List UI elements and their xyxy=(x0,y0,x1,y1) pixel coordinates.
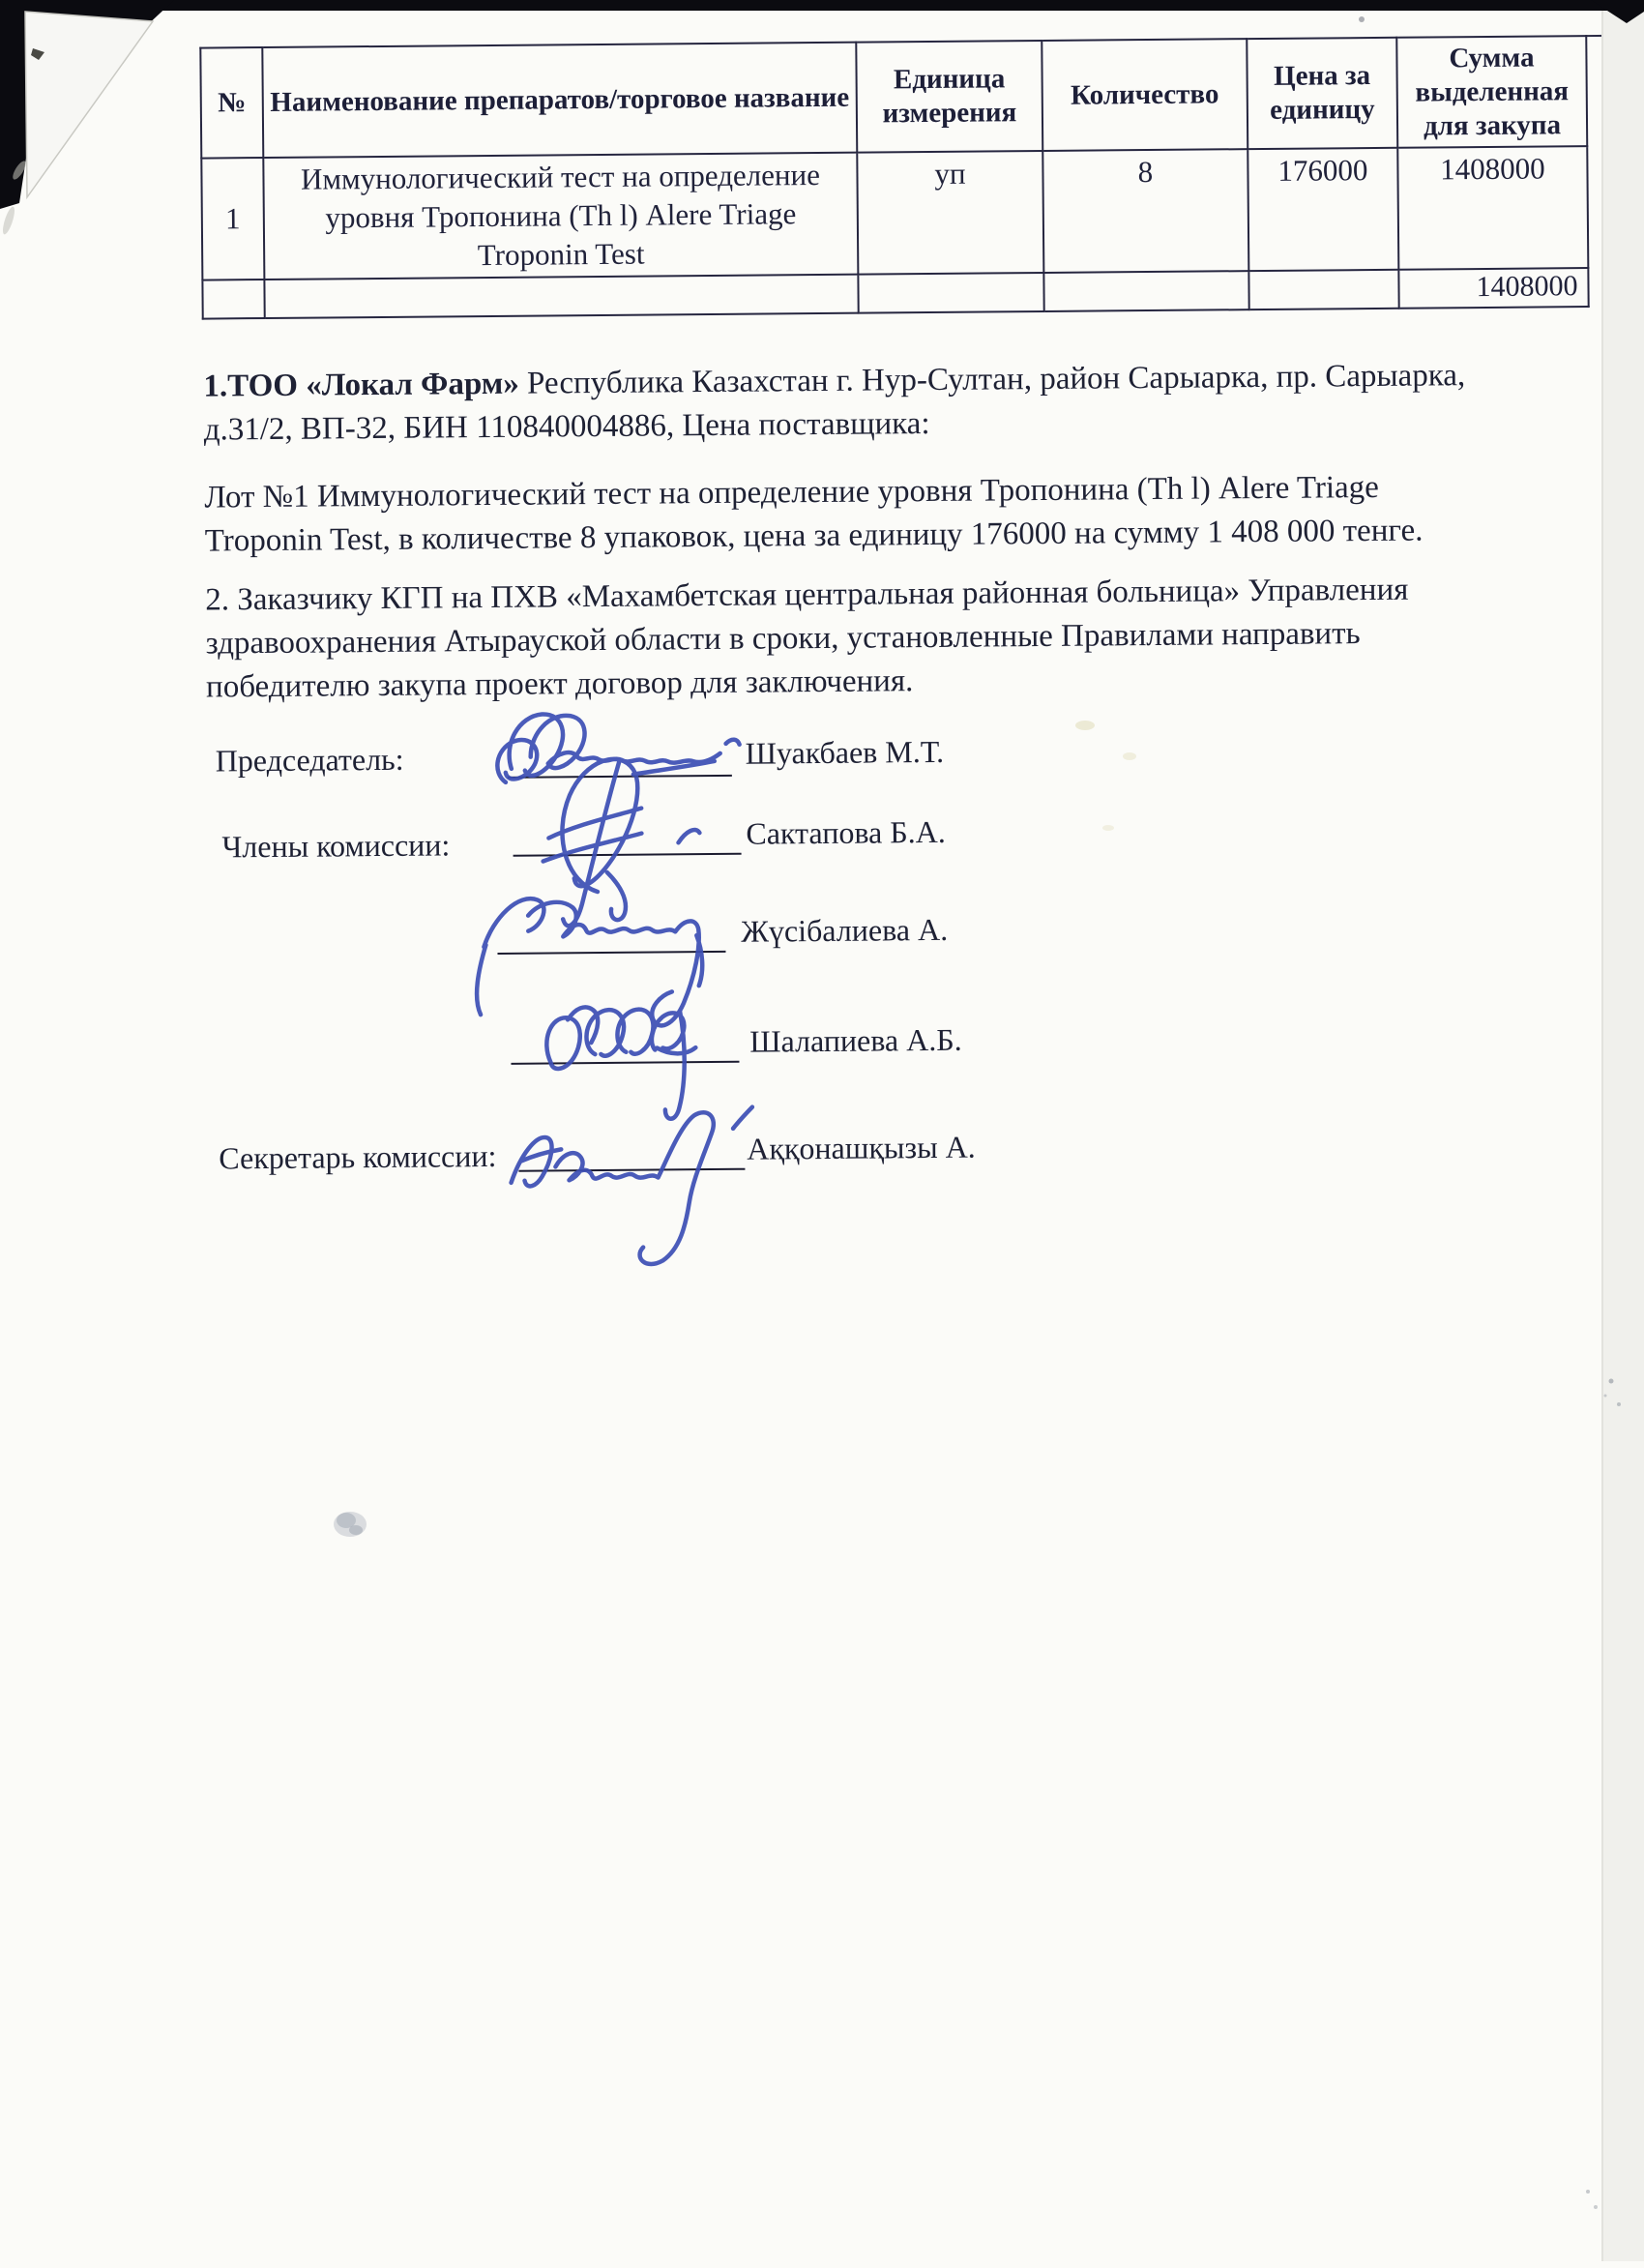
paragraph-supplier-line2: д.31/2, ВП-32, БИН 110840004886, Цена поставщика: xyxy=(203,406,930,448)
signature-line xyxy=(511,1061,739,1065)
header-unit: Единица измерения xyxy=(856,41,1042,153)
signature-line xyxy=(518,1168,745,1172)
signature-role-secretary: Секретарь комиссии: xyxy=(219,1137,497,1176)
header-unit-price: Цена за единицу xyxy=(1247,38,1397,149)
table-row xyxy=(201,146,1588,280)
supplier-address: Республика Казахстан г. Нур-Султан, район Сарыарка, пр. Сарыарка, xyxy=(518,358,1466,401)
cell-unit: уп xyxy=(857,151,1043,275)
empty-cell xyxy=(1043,271,1248,311)
signature-line xyxy=(514,853,742,857)
signature-ink-saktapova xyxy=(543,758,700,926)
signature-role-chairman: Председатель: xyxy=(215,741,404,779)
empty-cell xyxy=(1248,270,1398,309)
signature-name-shalapieva: Шалапиева А.Б. xyxy=(749,1021,962,1059)
grand-total-value: 1408000 xyxy=(1398,268,1588,309)
signature-line xyxy=(508,775,732,779)
table-header-row xyxy=(200,36,1587,159)
signature-line xyxy=(497,951,725,955)
signature-ink-akkonashkyzy xyxy=(511,1107,753,1266)
signature-name-saktapova: Сактапова Б.А. xyxy=(746,813,946,851)
signature-role-members: Члены комиссии: xyxy=(221,827,451,865)
empty-cell xyxy=(202,280,264,319)
supplier-name-bold: 1.ТОО «Локал Фарм» xyxy=(203,366,519,404)
paragraph-lot-line2: Troponin Test, в количестве 8 упаковок, цена за единицу 176000 на сумму 1 408 000 тенге. xyxy=(204,513,1424,559)
cell-number: 1 xyxy=(201,158,264,280)
signature-name-akkonashkyzy: Аққонашқызы А. xyxy=(747,1129,976,1166)
table-top-border-overrun xyxy=(1585,35,1630,37)
cell-name: Иммунологический тест на определение уровня Тропонина (Th l) Alere Triage Troponin Test xyxy=(263,153,858,280)
signature-ink-zhusibalieva xyxy=(476,898,703,1027)
paragraph-customer-line2: здравоохранения Атырауской области в сроки, установленные Правилами направить xyxy=(205,616,1361,662)
empty-cell xyxy=(858,273,1043,313)
procurement-table xyxy=(199,35,1589,320)
cell-quantity: 8 xyxy=(1042,149,1248,273)
header-name: Наименование препаратов/торговое название xyxy=(262,43,857,158)
cell-unit-price: 176000 xyxy=(1248,148,1398,271)
signature-ink-shuakbaev xyxy=(497,713,740,782)
signature-name-shuakbaev: Шуакбаев М.Т. xyxy=(745,733,945,771)
paragraph-supplier-line1 xyxy=(203,354,1465,408)
header-quantity: Количество xyxy=(1042,39,1248,151)
paragraph-customer-line3: победителю закупа проект договор для заключения. xyxy=(205,663,914,705)
empty-cell xyxy=(264,275,858,318)
header-number: № xyxy=(200,47,263,159)
paragraph-lot-line1: Лот №1 Иммунологический тест на определение уровня Тропонина (Th l) Alere Triage xyxy=(204,469,1380,515)
header-total-sum: Сумма выделенная для закупа xyxy=(1396,36,1587,148)
paragraph-customer-line1: 2. Заказчику КГП на ПХВ «Махамбетская центральная районная больница» Управления xyxy=(205,572,1409,618)
signature-name-zhusibalieva: Жүсібалиева А. xyxy=(741,911,949,949)
cell-total-sum: 1408000 xyxy=(1397,146,1588,270)
